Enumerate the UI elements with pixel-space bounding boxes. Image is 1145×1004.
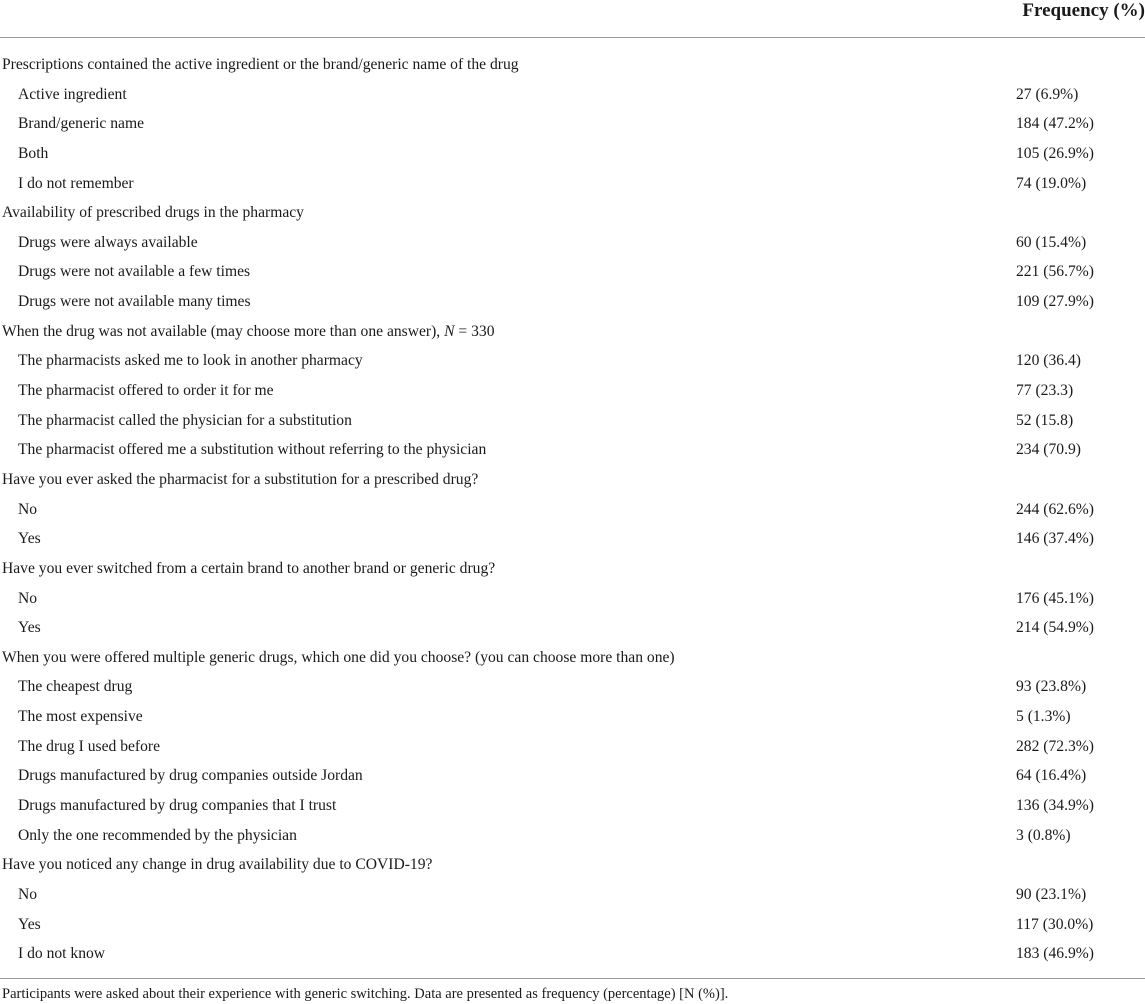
row-frequency: 184 (47.2%) (1016, 115, 1094, 133)
section-heading (2, 465, 478, 495)
section-heading-text: Availability of prescribed drugs in the pharmacy (2, 204, 304, 222)
table-body (0, 50, 1145, 969)
table-row (0, 376, 1145, 406)
section-heading-row (0, 850, 1145, 880)
row-label: Both (18, 144, 49, 162)
row-frequency: 183 (46.9%) (1016, 945, 1094, 963)
section-heading-text: Prescriptions contained the active ingredient or the brand/generic name of the drug (2, 56, 519, 73)
table-row (0, 257, 1145, 287)
row-label: No (18, 500, 38, 518)
row-frequency: 90 (23.1%) (1016, 885, 1087, 903)
row-frequency: 136 (34.9%) (1016, 797, 1094, 815)
section-heading-row (0, 643, 1145, 673)
row-frequency: 109 (27.9%) (1016, 293, 1094, 311)
row-label: The drug I used before (18, 737, 161, 755)
row-label: Drugs were not available many times (18, 293, 251, 311)
row-frequency: 5 (1.3%) (1016, 708, 1071, 726)
table-row (0, 228, 1145, 258)
row-label: Yes (18, 619, 41, 637)
row-frequency: 282 (72.3%) (1016, 737, 1094, 755)
row-label: The pharmacist offered me a substitution without referring to the physician (18, 441, 487, 459)
table-row (0, 880, 1145, 910)
row-frequency: 60 (15.4%) (1016, 233, 1087, 251)
table-row (0, 584, 1145, 614)
row-frequency: 77 (23.3) (1016, 382, 1074, 400)
sample-size-symbol: N (444, 322, 455, 340)
section-heading (2, 643, 675, 673)
row-frequency: 176 (45.1%) (1016, 589, 1094, 607)
table-row (0, 672, 1145, 702)
section-heading-text: Have you ever switched from a certain brand to another brand or generic drug? (2, 559, 496, 577)
row-label: Yes (18, 530, 41, 548)
table-row (0, 346, 1145, 376)
row-frequency: 117 (30.0%) (1016, 915, 1094, 933)
table-row (0, 406, 1145, 436)
table-row (0, 435, 1145, 465)
row-label: The cheapest drug (18, 678, 133, 696)
row-label: I do not know (18, 945, 106, 963)
section-heading (2, 50, 519, 80)
section-heading (2, 317, 495, 347)
row-frequency: 64 (16.4%) (1016, 767, 1087, 785)
section-heading (2, 198, 304, 228)
row-frequency: 244 (62.6%) (1016, 500, 1094, 518)
table-row (0, 821, 1145, 851)
row-frequency: 3 (0.8%) (1016, 826, 1071, 844)
table-row (0, 732, 1145, 762)
section-heading-row (0, 465, 1145, 495)
row-label: The pharmacists asked me to look in another pharmacy (18, 352, 363, 370)
row-label: Yes (18, 915, 41, 933)
row-label: The pharmacist offered to order it for me (18, 382, 274, 400)
table-row (0, 910, 1145, 940)
row-frequency: 234 (70.9) (1016, 441, 1081, 459)
row-frequency: 74 (19.0%) (1016, 174, 1087, 192)
row-label: No (18, 589, 38, 607)
column-header-frequency: Frequency (%) (1022, 0, 1145, 21)
table-row (0, 287, 1145, 317)
table-row (0, 939, 1145, 969)
table-row (0, 524, 1145, 554)
row-label: Only the one recommended by the physician (18, 826, 297, 844)
row-label: Drugs were not available a few times (18, 263, 251, 281)
row-frequency: 120 (36.4) (1016, 352, 1081, 370)
row-label: I do not remember (18, 174, 134, 192)
row-frequency: 214 (54.9%) (1016, 619, 1094, 637)
section-heading (2, 850, 432, 880)
section-heading-row (0, 554, 1145, 584)
table-row (0, 109, 1145, 139)
table-row (0, 702, 1145, 732)
row-label: No (18, 885, 38, 903)
row-label: Drugs manufactured by drug companies outside Jordan (18, 767, 363, 785)
row-label: Drugs manufactured by drug companies that I trust (18, 797, 337, 815)
row-label: Brand/generic name (18, 115, 144, 133)
table-row (0, 761, 1145, 791)
row-label: Drugs were always available (18, 233, 198, 251)
section-heading-text: Have you noticed any change in drug availability due to COVID-19? (2, 856, 433, 874)
row-label: The pharmacist called the physician for a substitution (18, 411, 352, 429)
table-row (0, 139, 1145, 169)
row-frequency: 52 (15.8) (1016, 411, 1074, 429)
table-row (0, 169, 1145, 199)
section-heading-text: When the drug was not available (may choose more than one answer), (2, 322, 445, 340)
table-footnote: Participants were asked about their experience with generic switching. Data are presented as frequency (percentage) [N (%)]. (2, 986, 729, 1002)
section-heading-row (0, 198, 1145, 228)
section-heading-text: When you were offered multiple generic drugs, which one did you choose? (you can choose more than one) (2, 648, 675, 666)
row-frequency: 93 (23.8%) (1016, 678, 1087, 696)
section-heading-row (0, 317, 1145, 347)
section-heading (2, 554, 495, 584)
row-frequency: 27 (6.9%) (1016, 85, 1079, 103)
table-bottom-rule (0, 978, 1145, 979)
section-heading-text: Have you ever asked the pharmacist for a substitution for a prescribed drug? (2, 470, 479, 488)
section-heading-row (0, 50, 1145, 80)
row-label: The most expensive (18, 708, 143, 726)
table-row (0, 613, 1145, 643)
table-row (0, 80, 1145, 110)
row-label: Active ingredient (18, 85, 127, 103)
sample-size-value: = 330 (454, 322, 495, 340)
row-frequency: 146 (37.4%) (1016, 530, 1094, 548)
table-header (0, 0, 1145, 38)
row-frequency: 221 (56.7%) (1016, 263, 1094, 281)
row-frequency: 105 (26.9%) (1016, 144, 1094, 162)
table-row (0, 495, 1145, 525)
table-row (0, 791, 1145, 821)
